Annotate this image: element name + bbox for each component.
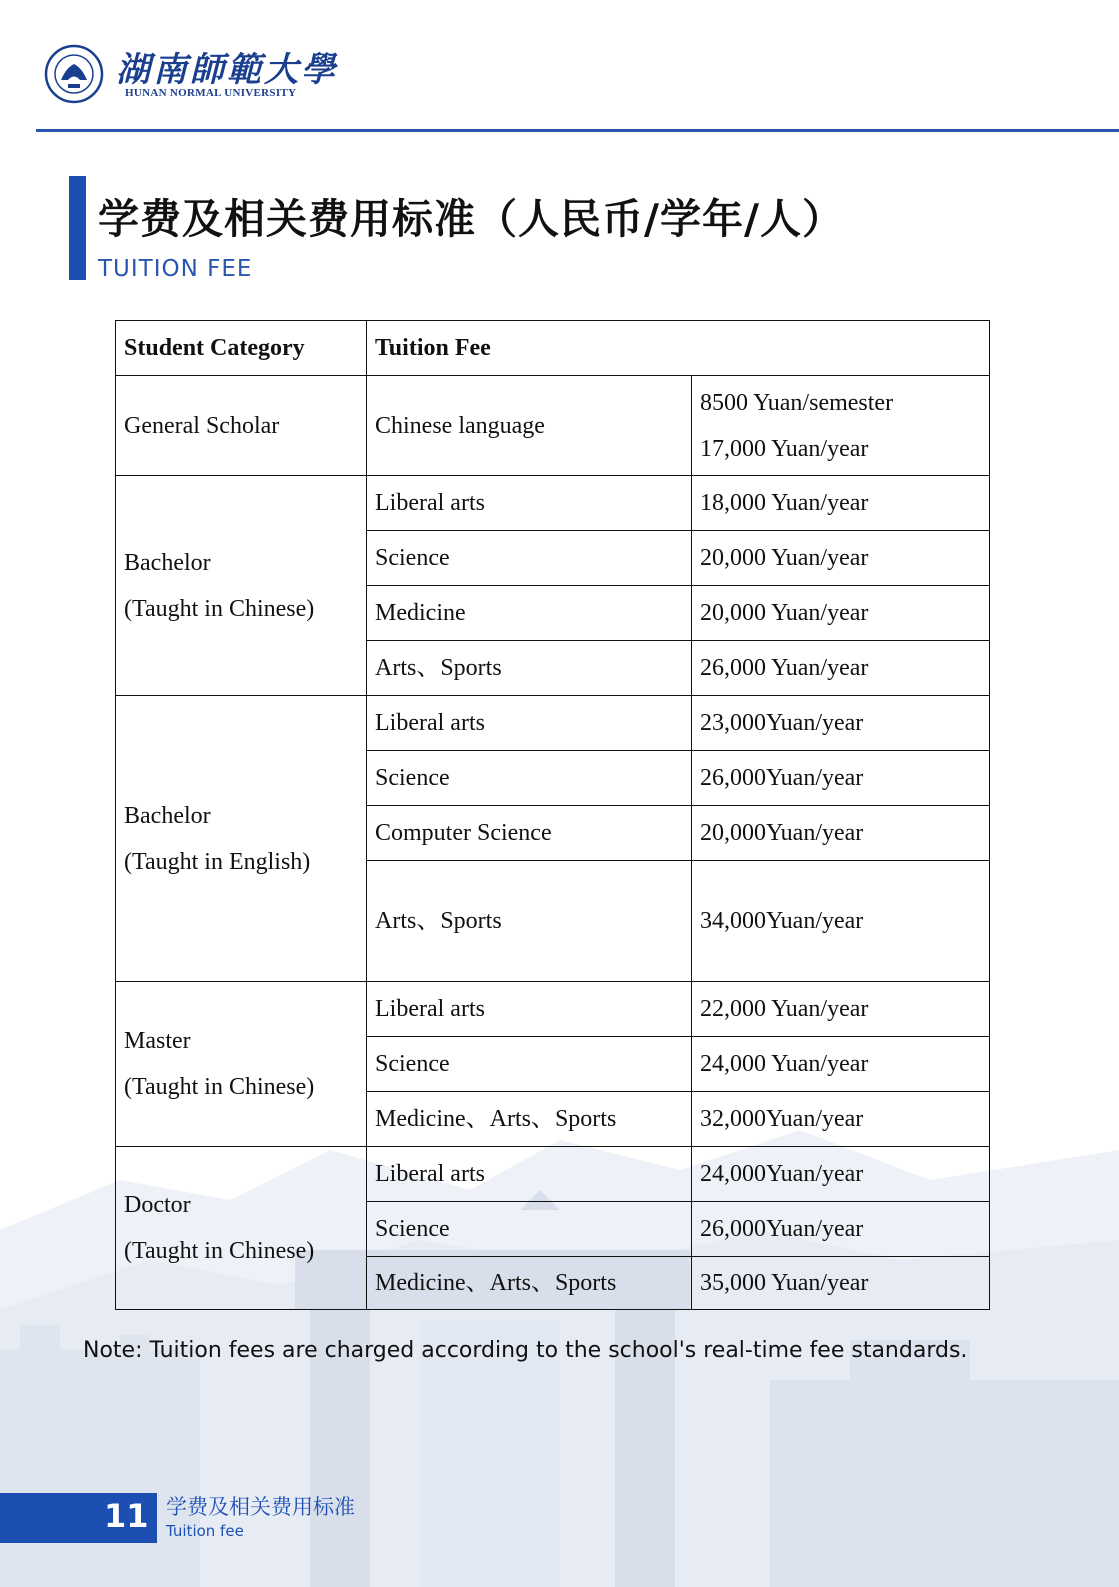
fee-cell: 24,000Yuan/year (691, 1146, 990, 1202)
tuition-fee-table (115, 320, 990, 1310)
fee-cell: 26,000Yuan/year (691, 1201, 990, 1257)
fee-cell: 20,000 Yuan/year (691, 585, 990, 641)
page-header (0, 0, 1119, 135)
header-cell-category: Student Category (115, 320, 367, 376)
subject-cell: Science (366, 530, 692, 586)
subject-cell: Chinese language (366, 375, 692, 476)
page-title: 学费及相关费用标准（人民币/学年/人） (98, 195, 844, 243)
fee-cell: 18,000 Yuan/year (691, 475, 990, 531)
tuition-note: Note: Tuition fees are charged according to the school's real-time fee standards. (83, 1338, 968, 1363)
subject-cell: Arts、Sports (366, 860, 692, 982)
header-cell-fee: Tuition Fee (366, 320, 990, 376)
subject-cell: Liberal arts (366, 695, 692, 751)
fee-cell: 8500 Yuan/semester 17,000 Yuan/year (691, 375, 990, 476)
subject-cell: Science (366, 1201, 692, 1257)
page-number: 11 (104, 1497, 149, 1535)
header-divider (36, 129, 1119, 132)
fee-cell: 32,000Yuan/year (691, 1091, 990, 1147)
fee-cell: 26,000 Yuan/year (691, 640, 990, 696)
fee-cell: 35,000 Yuan/year (691, 1256, 990, 1310)
university-name-cn: 湖南師範大學 (116, 50, 338, 90)
fee-cell: 22,000 Yuan/year (691, 981, 990, 1037)
subject-cell: Medicine、Arts、Sports (366, 1256, 692, 1310)
category-bachelor-chinese: Bachelor (Taught in Chinese) (115, 475, 367, 696)
title-accent-bar (69, 176, 86, 280)
subject-cell: Medicine、Arts、Sports (366, 1091, 692, 1147)
subject-cell: Liberal arts (366, 475, 692, 531)
subject-cell: Medicine (366, 585, 692, 641)
category-general-scholar: General Scholar (115, 375, 367, 476)
fee-cell: 34,000Yuan/year (691, 860, 990, 982)
fee-cell: 24,000 Yuan/year (691, 1036, 990, 1092)
subject-cell: Liberal arts (366, 981, 692, 1037)
fee-cell: 26,000Yuan/year (691, 750, 990, 806)
footer-section-title-cn: 学费及相关费用标准 (166, 1495, 355, 1519)
page-subtitle: TUITION FEE (98, 256, 253, 282)
subject-cell: Arts、Sports (366, 640, 692, 696)
subject-cell: Computer Science (366, 805, 692, 861)
fee-cell: 23,000Yuan/year (691, 695, 990, 751)
category-master: Master (Taught in Chinese) (115, 981, 367, 1147)
fee-cell: 20,000 Yuan/year (691, 530, 990, 586)
fee-cell: 20,000Yuan/year (691, 805, 990, 861)
footer-section-title-en: Tuition fee (166, 1522, 244, 1540)
subject-cell: Science (366, 1036, 692, 1092)
university-seal-icon (44, 44, 104, 104)
subject-cell: Liberal arts (366, 1146, 692, 1202)
subject-cell: Science (366, 750, 692, 806)
category-doctor: Doctor (Taught in Chinese) (115, 1146, 367, 1310)
university-name-en: HUNAN NORMAL UNIVERSITY (125, 87, 297, 99)
category-bachelor-english: Bachelor (Taught in English) (115, 695, 367, 982)
